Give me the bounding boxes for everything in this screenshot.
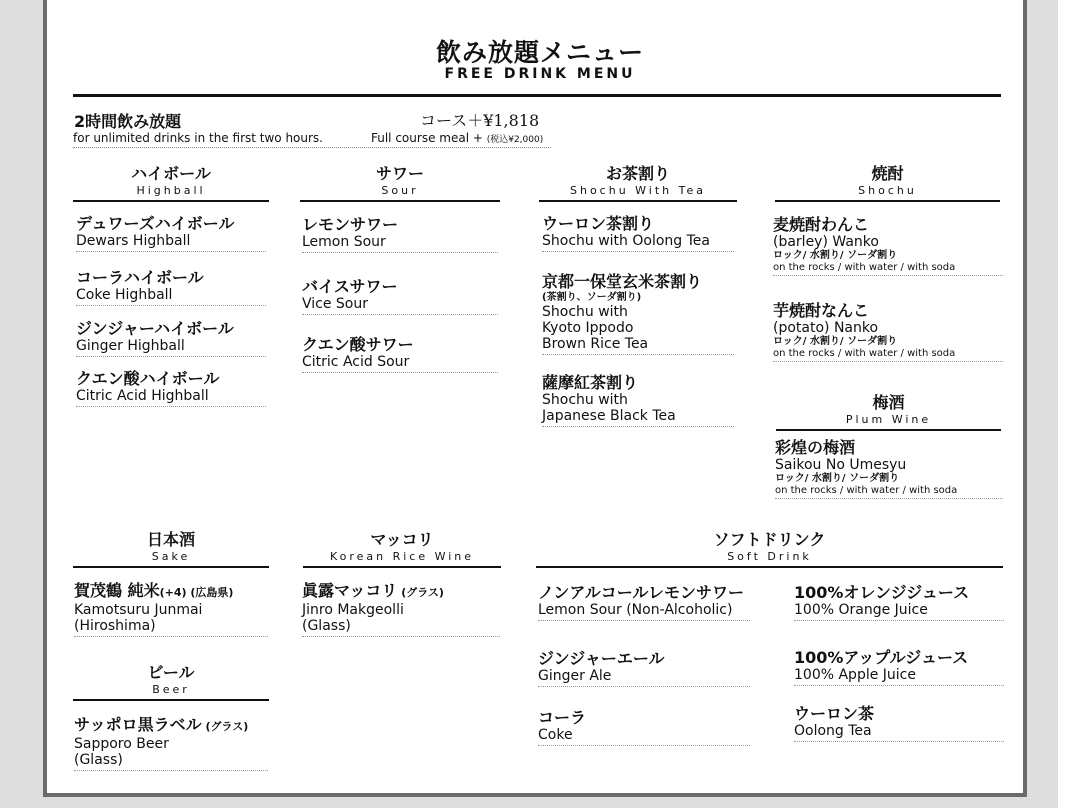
item-name-ja: ノンアルコールレモンサワー [538, 583, 745, 602]
section-title: 焼酎 [871, 164, 904, 183]
section-title: マッコリ [370, 530, 434, 549]
item-name-ja: レモンサワー [302, 215, 399, 234]
menu-item [74, 715, 268, 771]
item-name-en: (Hiroshima) [74, 618, 156, 634]
item-name-en: (Glass) [74, 752, 123, 768]
section-divider [73, 699, 269, 701]
menu-item [302, 215, 498, 253]
section-divider [776, 429, 1001, 431]
page-title: 飲み放題メニュー [435, 38, 644, 67]
item-name-en: 100% Orange Juice [794, 602, 928, 618]
item-name-ja: 芋焼酎なんこ [773, 301, 870, 320]
item-name-ja [302, 581, 500, 602]
menu-item [794, 583, 1004, 621]
menu-item [74, 581, 268, 637]
serving-options-en: on the rocks / with water / with soda [773, 348, 956, 359]
serving-options: ロック/ 水割り/ ソーダ割り [773, 336, 898, 347]
section-title: ソフトドリンク [713, 530, 826, 549]
item-name-en: Ginger Ale [538, 668, 612, 684]
section-beer [73, 663, 269, 701]
menu-item [773, 301, 1003, 362]
page-margin [1058, 0, 1080, 808]
menu-item [794, 648, 1004, 686]
item-name-main: 眞露マッコリ [302, 581, 398, 600]
course-price: コース＋¥1,818 [420, 111, 540, 130]
section-title: ハイボール [131, 164, 211, 183]
item-name-detail: (グラス) [397, 586, 444, 599]
item-name-en: Ginger Highball [76, 338, 185, 354]
item-name-main: サッポロ黒ラベル [74, 715, 202, 734]
section-title: 梅酒 [872, 393, 905, 412]
menu-item [794, 704, 1004, 742]
section-divider [300, 200, 500, 202]
item-variant-note: (茶割り、ソーダ割り) [542, 292, 642, 303]
section-subtitle: Korean Rice Wine [329, 550, 475, 563]
section-divider [536, 566, 1003, 568]
section-divider [73, 566, 269, 568]
item-name-ja: コーラハイボール [76, 268, 204, 287]
item-name-en: (barley) Wanko [773, 234, 879, 250]
section-soft-drink [536, 530, 1003, 568]
menu-item [302, 581, 500, 637]
section-title: サワー [375, 164, 424, 183]
item-name-ja: 100%アップルジュース [794, 648, 969, 667]
item-name-detail: (+4) (広島県) [159, 586, 234, 599]
serving-options: ロック/ 水割り/ ソーダ割り [773, 250, 898, 261]
course-description: for unlimited drinks in the first two hours. [73, 131, 323, 145]
section-subtitle: Shochu [858, 184, 917, 197]
menu-item [773, 215, 1003, 276]
item-name-en: Saikou No Umesyu [775, 457, 907, 473]
item-name-en: Lemon Sour (Non-Alcoholic) [538, 602, 733, 618]
course-note-text: Full course meal + [371, 131, 483, 145]
item-name-en: Jinro Makgeolli [302, 602, 404, 618]
item-name-ja [74, 581, 268, 602]
item-name-en: Shochu with [542, 304, 628, 320]
item-name-main: 賀茂鶴 純米 [74, 581, 160, 600]
item-name-en: Coke Highball [76, 287, 173, 303]
item-name-en: Japanese Black Tea [542, 408, 676, 424]
item-name-ja: 麦焼酎わんこ [773, 215, 870, 234]
item-name-en: Coke [538, 727, 573, 743]
menu-item [538, 708, 750, 746]
section-divider [73, 200, 269, 202]
section-highball [73, 164, 269, 202]
menu-item [302, 335, 498, 373]
menu-item [76, 268, 266, 306]
item-name-en: Brown Rice Tea [542, 336, 649, 352]
section-title: お茶割り [605, 164, 670, 183]
menu-item [76, 369, 266, 407]
menu-item [542, 272, 734, 355]
item-name-en: Dewars Highball [76, 233, 191, 249]
item-name-ja: デュワーズハイボール [76, 214, 235, 233]
item-name-ja: ウーロン茶 [794, 704, 875, 723]
section-subtitle: Soft Drink [727, 550, 812, 563]
item-name-en: Shochu with [542, 392, 628, 408]
item-name-ja: ウーロン茶割り [542, 214, 655, 233]
item-name-ja: ジンジャーエール [538, 649, 665, 668]
item-name-ja: クエン酸ハイボール [76, 369, 220, 388]
section-title: 日本酒 [146, 530, 195, 549]
item-name-en: Citric Acid Highball [76, 388, 209, 404]
section-title: ビール [147, 663, 195, 682]
section-subtitle: Sour [381, 184, 419, 197]
section-divider [775, 200, 1000, 202]
section-subtitle: Shochu With Tea [569, 184, 706, 197]
item-name-ja [74, 715, 268, 736]
item-name-en: Shochu with Oolong Tea [542, 233, 710, 249]
section-subtitle: Plum Wine [845, 413, 932, 426]
item-name-en: (Glass) [302, 618, 351, 634]
item-name-en: Citric Acid Sour [302, 354, 410, 370]
course-note [371, 131, 543, 145]
item-name-en: (potato) Nanko [773, 320, 879, 336]
course-title: 2時間飲み放題 [74, 112, 182, 131]
item-name-en: Oolong Tea [794, 723, 872, 739]
item-name-en: Vice Sour [302, 296, 369, 312]
section-makgeolli [303, 530, 501, 568]
section-sake [73, 530, 269, 568]
section-tea [539, 164, 737, 202]
item-name-ja: コーラ [538, 708, 587, 727]
section-sour [300, 164, 500, 202]
item-name-en: Kamotsuru Junmai [74, 602, 203, 618]
item-name-ja: バイスサワー [302, 277, 398, 296]
serving-options-en: on the rocks / with water / with soda [773, 262, 956, 273]
section-divider [539, 200, 737, 202]
course-tax: (税込¥2,000) [486, 135, 544, 145]
item-name-ja: 京都一保堂玄米茶割り [542, 272, 703, 291]
menu-item [538, 649, 750, 687]
item-name-en: 100% Apple Juice [794, 667, 916, 683]
menu-item [542, 373, 734, 427]
page-subtitle: FREE DRINK MENU [444, 66, 636, 82]
section-shochu [775, 164, 1000, 202]
section-divider [303, 566, 501, 568]
menu-item [302, 277, 498, 315]
section-plum-wine [776, 393, 1001, 431]
menu-item [775, 438, 1003, 499]
section-subtitle: Sake [151, 550, 191, 563]
menu-item [538, 583, 750, 621]
course-divider [73, 147, 551, 148]
item-name-ja: ジンジャーハイボール [76, 319, 234, 338]
item-name-ja: 彩煌の梅酒 [775, 438, 856, 457]
title-divider [73, 94, 1001, 97]
serving-options: ロック/ 水割り/ ソーダ割り [775, 473, 900, 484]
serving-options-en: on the rocks / with water / with soda [775, 485, 958, 496]
item-name-ja: 薩摩紅茶割り [542, 373, 639, 392]
item-name-en: Sapporo Beer [74, 736, 169, 752]
section-subtitle: Highball [136, 184, 206, 197]
menu-item [542, 214, 734, 252]
item-name-detail: (グラス) [201, 720, 249, 733]
item-name-ja: クエン酸サワー [302, 335, 414, 354]
menu-item [76, 214, 266, 252]
item-name-ja: 100%オレンジジュース [794, 583, 970, 602]
section-subtitle: Beer [152, 683, 190, 696]
item-name-en: Kyoto Ippodo [542, 320, 634, 336]
menu-item [76, 319, 266, 357]
item-name-en: Lemon Sour [302, 234, 386, 250]
